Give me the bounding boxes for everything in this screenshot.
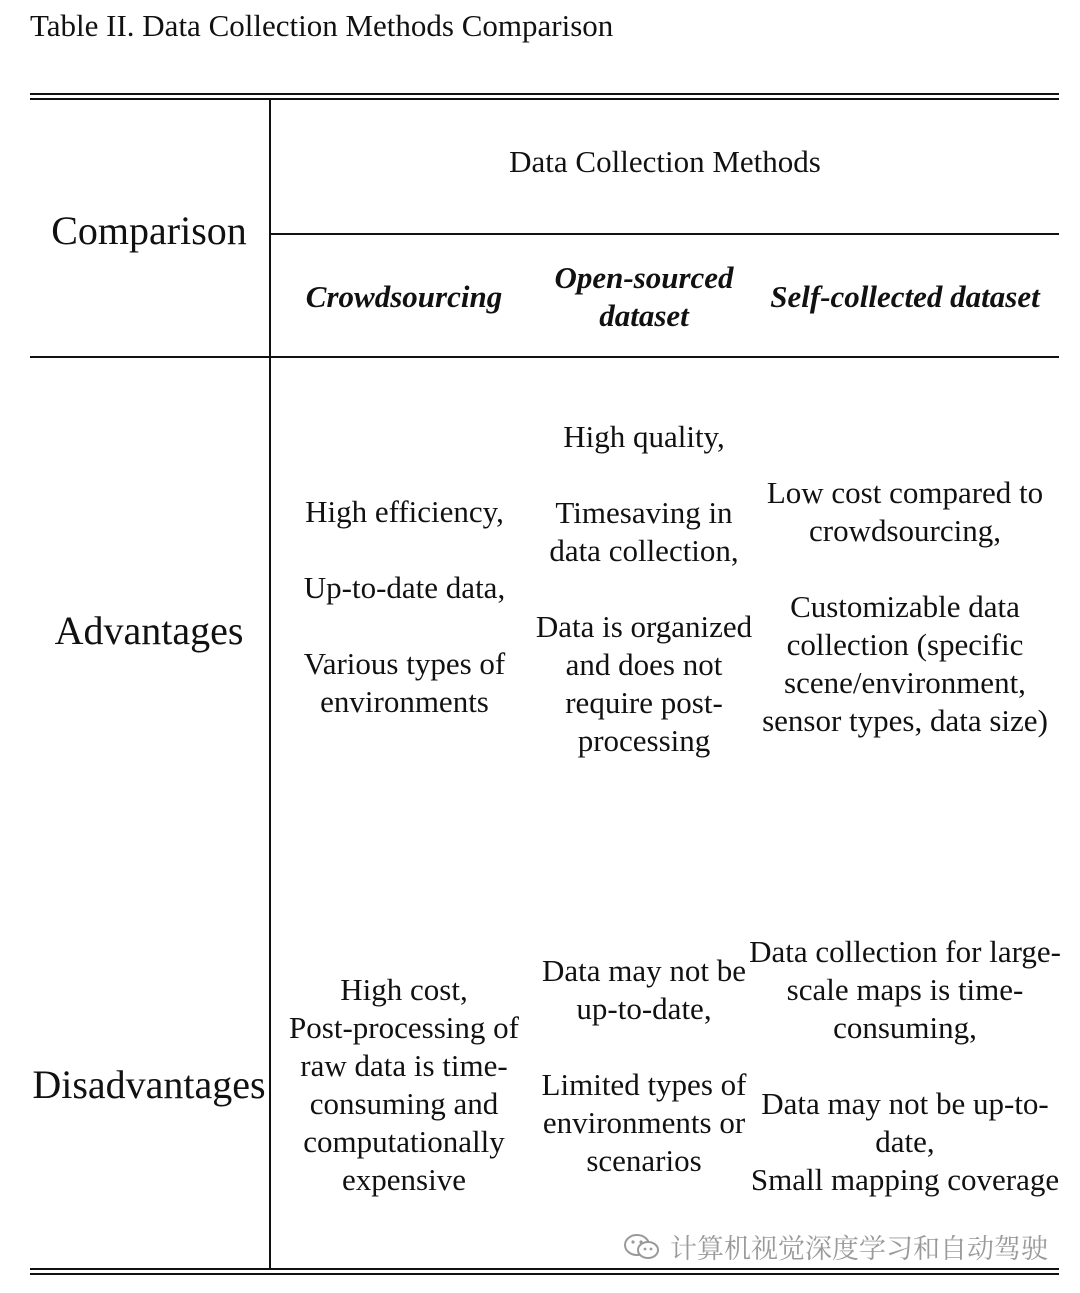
header-bottom-rule	[30, 356, 1059, 358]
text-line: Up-to-date data,	[303, 570, 506, 605]
text-line: Data may not be up-to-date,	[761, 1086, 1049, 1159]
bottom-rule	[30, 1268, 1059, 1270]
text-line: High efficiency,	[305, 494, 504, 529]
text-line: High cost,	[340, 972, 468, 1007]
advantages-self-collected	[752, 474, 1058, 740]
watermark	[622, 1227, 1048, 1266]
top-rule	[30, 93, 1059, 95]
disadvantages-self-collected	[748, 933, 1062, 1199]
header-group-rule	[271, 233, 1059, 235]
row-header-comparison: Comparison	[51, 208, 247, 253]
text-line: High quality,	[563, 419, 725, 454]
text-line: Post-processing of raw data is time-consuming and computationally expensive	[289, 1010, 519, 1197]
text-line: Data may not be up-to-date,	[541, 953, 746, 1026]
disadvantages-open-sourced	[538, 952, 750, 1180]
text-line: Timesaving in data collection,	[549, 495, 739, 568]
row-label-advantages: Advantages	[54, 608, 244, 653]
top-rule-second	[30, 98, 1059, 100]
text-line: Limited types of environments or scenarios	[541, 1067, 747, 1178]
advantages-crowdsourcing	[282, 493, 527, 721]
advantages-open-sourced	[533, 418, 755, 760]
watermark-text: 计算机视觉深度学习和自动驾驶	[670, 1234, 1048, 1265]
column-group-header: Data Collection Methods	[509, 144, 821, 179]
text-line: Low cost compared to crowdsourcing,	[766, 475, 1044, 548]
table-caption: Table II. Data Collection Methods Comparison	[30, 8, 614, 43]
bottom-rule-second	[30, 1273, 1059, 1275]
text-line: Data is organized and does not require post-processing	[535, 609, 753, 758]
text-line: Customizable data collection (specific scene/environment, sensor types, data size)	[762, 589, 1048, 738]
disadvantages-crowdsourcing	[275, 971, 533, 1199]
text-line: Data collection for large-scale maps is time-consuming,	[749, 934, 1061, 1045]
column-header-open-sourced: Open-sourced dataset	[554, 260, 734, 333]
column-header-crowdsourcing: Crowdsourcing	[305, 279, 503, 314]
column-header-self-collected: Self-collected dataset	[770, 279, 1040, 314]
row-label-disadvantages: Disadvantages	[32, 1062, 266, 1107]
wechat-icon	[622, 1232, 662, 1262]
text-line: Various types of environments	[303, 646, 506, 719]
text-line: Small mapping coverage	[750, 1162, 1060, 1197]
